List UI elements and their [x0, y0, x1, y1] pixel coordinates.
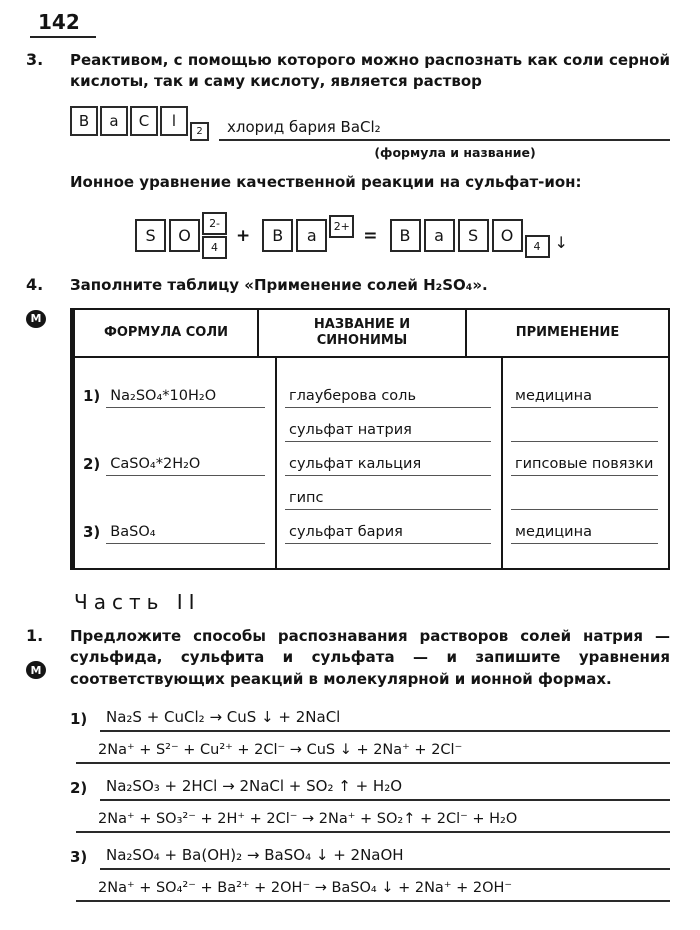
table-header-use: ПРИМЕНЕНИЕ [515, 325, 620, 341]
table-header-names-text: НАЗВАНИЕ И СИНОНИМЫ [313, 316, 411, 349]
name-entry [285, 408, 491, 442]
row-number: 3) [83, 523, 101, 542]
use-answer-line[interactable]: медицина [511, 524, 658, 544]
reaction-equations [70, 700, 670, 902]
formula-entry [83, 374, 265, 408]
table-header-row [75, 310, 668, 358]
exercise-4-number: 4. [26, 274, 44, 294]
formula-answer-line[interactable]: CaSO₄*2H₂O [106, 456, 265, 476]
plus-sign: + [236, 225, 251, 246]
ionic-equation-intro: Ионное уравнение качественной реакции на сульфат-ион: [70, 172, 582, 191]
molecular-equation-line[interactable]: Na₂SO₃ + 2HCl → 2NaCl + SO₂ ↑ + H₂O [100, 777, 670, 801]
answer-cell[interactable]: C [130, 106, 158, 136]
answer-cell[interactable]: B [70, 106, 98, 136]
formula-answer-cells [70, 106, 209, 141]
ionic-equation-row [76, 732, 670, 764]
equation-number: 2) [70, 779, 88, 798]
name-answer-line[interactable]: гипс [285, 490, 491, 510]
answer-cell[interactable]: l [160, 106, 188, 136]
ionic-equation-line[interactable]: 2Na⁺ + SO₄²⁻ + Ba²⁺ + 2OH⁻ → BaSO₄ ↓ + 2Na⁺ + 2OH⁻ [76, 880, 670, 902]
table-header-formula: ФОРМУЛА СОЛИ [75, 310, 259, 356]
ionic-equation-row [76, 801, 670, 833]
equation-number: 3) [70, 848, 88, 867]
equation-number: 1) [70, 710, 88, 729]
column-names [277, 358, 503, 568]
method-marker-icon: М [26, 310, 46, 328]
use-entry [511, 510, 658, 544]
exercise-3-text: Реактивом, с помощью которого можно распознать как соли серной кислоты, так и саму кислоту, является раствор [70, 51, 670, 91]
formula-answer-line[interactable]: BaSO₄ [106, 524, 265, 544]
salts-application-table [70, 308, 670, 570]
use-answer-line[interactable]: медицина [511, 388, 658, 408]
name-entry [285, 442, 491, 476]
equation-subscript-cell[interactable]: 4 [525, 235, 550, 258]
equation-cell[interactable]: O [492, 219, 523, 252]
equation-cell[interactable]: B [390, 219, 421, 252]
ionic-equation-line[interactable]: 2Na⁺ + SO₃²⁻ + 2H⁺ + 2Cl⁻ → 2Na⁺ + SO₂↑ + 2Cl⁻ + H₂O [76, 811, 670, 833]
exercise-4-text: Заполните таблицу «Применение солей H₂SO₄». [70, 275, 488, 294]
name-answer-line[interactable]: сульфат натрия [285, 422, 491, 442]
part2-exercise-1-gutter [26, 626, 70, 690]
formula-entry [83, 510, 265, 544]
equation-cell[interactable]: B [262, 219, 293, 252]
equation-cell[interactable]: a [424, 219, 455, 252]
equation-block [70, 838, 670, 902]
row-number: 1) [83, 387, 101, 406]
column-formula [75, 358, 277, 568]
molecular-equation-line[interactable]: Na₂S + CuCl₂ → CuS ↓ + 2NaCl [100, 708, 670, 732]
molecular-equation-row [70, 769, 670, 801]
name-answer-line[interactable]: глауберова соль [285, 388, 491, 408]
use-entry [511, 442, 658, 476]
formula-entry [83, 442, 265, 476]
spacer-slot [83, 408, 265, 442]
exercise-3-number: 3. [26, 50, 44, 69]
table-body [75, 358, 668, 568]
use-answer-line[interactable]: гипсовые повязки [511, 456, 658, 476]
spacer-slot [83, 476, 265, 510]
name-answer-line[interactable]: сульфат кальция [285, 456, 491, 476]
answer-caption: (формула и название) [374, 144, 536, 160]
molecular-equation-row [70, 700, 670, 732]
equation-cell[interactable]: a [296, 219, 327, 252]
part2-exercise-1 [26, 626, 670, 690]
column-use [503, 358, 668, 568]
exercise-3-gutter [26, 50, 70, 263]
exercise-3-answer-row [70, 101, 670, 141]
name-entry [285, 476, 491, 510]
part2-exercise-1-text: Предложите способы распознавания растворов солей натрия — сульфида, сульфита и сульфата — и запишите уравнения соответствующих реакций в молекулярной и ионной формах. [70, 627, 670, 688]
charge-index-stack [202, 212, 227, 259]
ionic-equation [70, 209, 630, 263]
equation-superscript-cell[interactable]: 2+ [329, 215, 354, 238]
molecular-equation-line[interactable]: Na₂SO₄ + Ba(OH)₂ → BaSO₄ ↓ + 2NaOH [100, 846, 670, 870]
blank-answer-line[interactable] [511, 476, 658, 510]
name-entry [285, 374, 491, 408]
method-marker-icon: М [26, 661, 46, 679]
exercise-3 [26, 50, 670, 263]
equation-cell[interactable]: S [135, 219, 166, 252]
part2-exercise-1-number: 1. [26, 626, 44, 646]
equation-cell[interactable]: O [169, 219, 200, 252]
equation-cell[interactable]: S [458, 219, 489, 252]
equation-block [70, 700, 670, 764]
formula-answer-line[interactable]: Na₂SO₄*10H₂O [106, 388, 265, 408]
precipitate-arrow-icon: ↓ [554, 233, 568, 253]
name-entry [285, 510, 491, 544]
ionic-equation-row [76, 870, 670, 902]
ionic-equation-line[interactable]: 2Na⁺ + S²⁻ + Cu²⁺ + 2Cl⁻ → CuS ↓ + 2Na⁺ + 2Cl⁻ [76, 742, 670, 764]
equation-subscript-cell[interactable]: 4 [202, 236, 227, 259]
exercise-4-gutter [26, 275, 70, 570]
name-answer-line[interactable]: сульфат бария [285, 524, 491, 544]
molecular-equation-row [70, 838, 670, 870]
part-2-title: Часть II [74, 590, 201, 615]
blank-answer-line[interactable] [511, 408, 658, 442]
equation-block [70, 769, 670, 833]
written-answer-line[interactable]: хлорид бария BaCl₂ [219, 118, 670, 141]
equation-superscript-cell[interactable]: 2- [202, 212, 227, 235]
answer-subscript-cell[interactable]: 2 [190, 122, 209, 141]
answer-cell[interactable]: a [100, 106, 128, 136]
table-header-names [259, 310, 467, 356]
use-entry [511, 374, 658, 408]
exercise-4 [26, 275, 670, 570]
page-number: 142 [30, 10, 96, 38]
equals-sign: = [363, 225, 378, 246]
row-number: 2) [83, 455, 101, 474]
